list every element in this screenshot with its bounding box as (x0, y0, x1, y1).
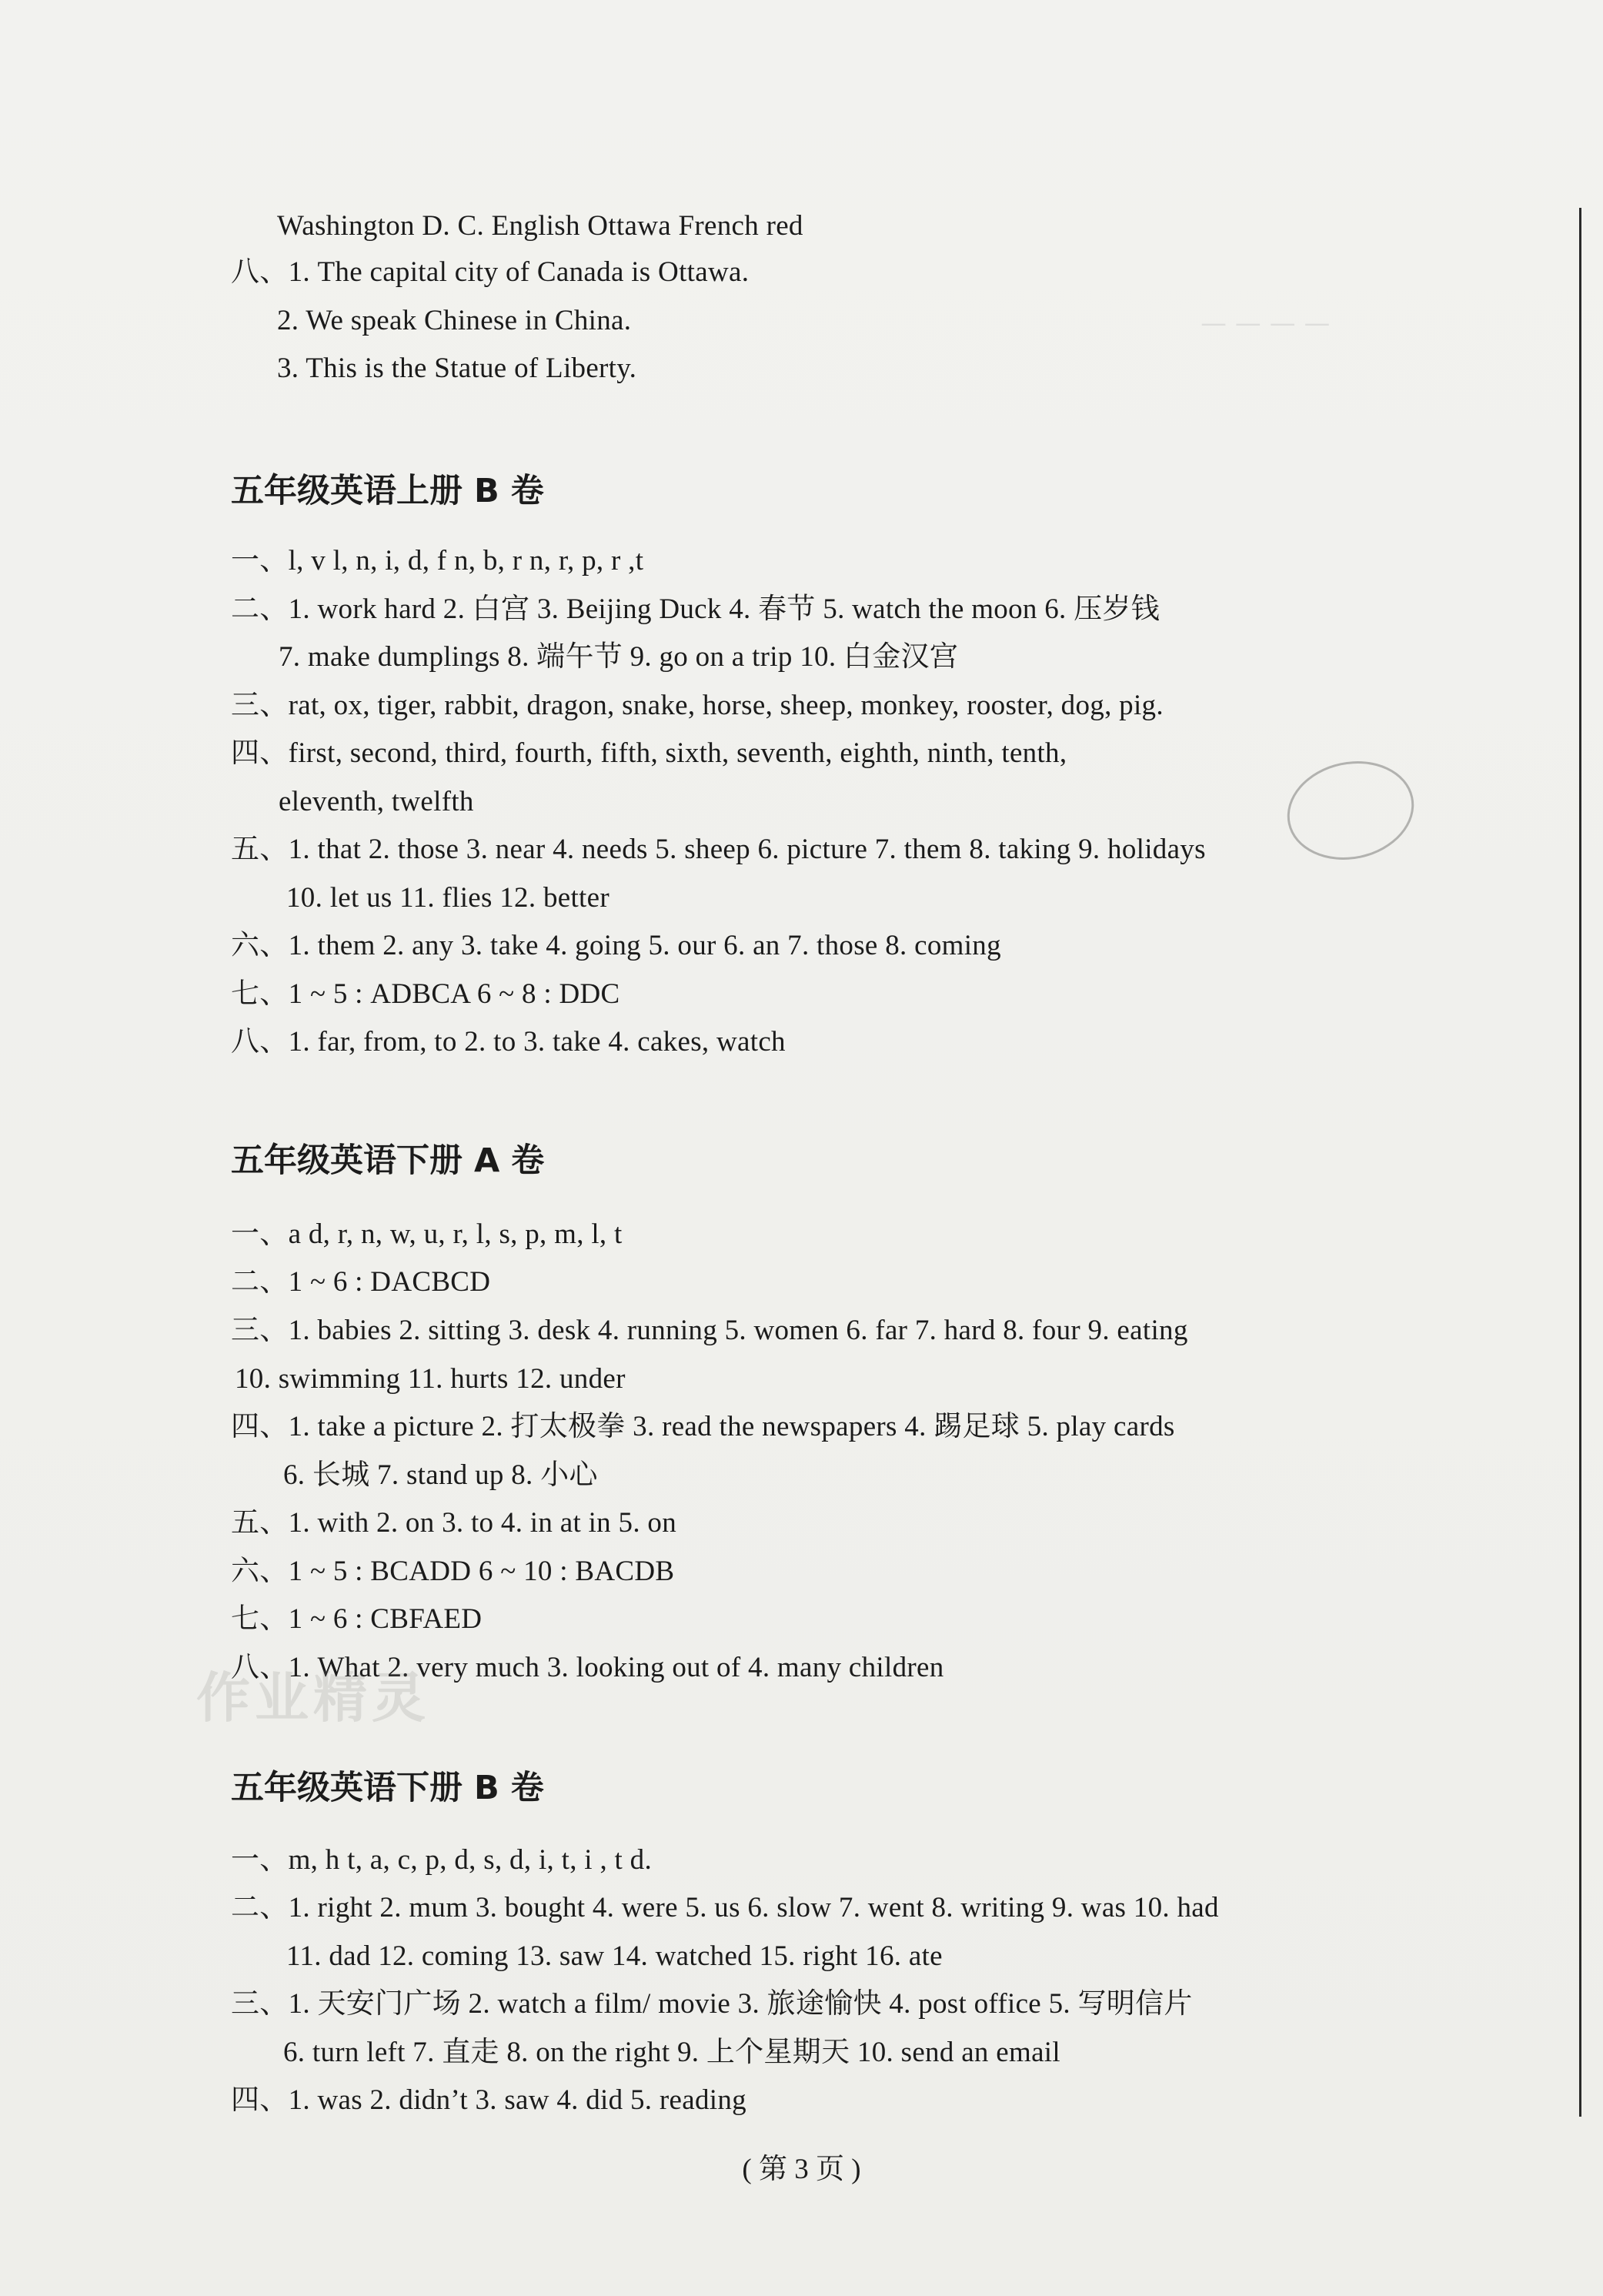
watermark: 作业精灵 (196, 1666, 430, 1730)
answer-line: 三、1. babies 2. sitting 3. desk 4. running 5. women 6. far 7. hard 8. four 9. eating (231, 1315, 1188, 1346)
answer-line: 六、1. them 2. any 3. take 4. going 5. our 6. an 7. those 8. coming (231, 930, 1001, 961)
page-number: ( 第 3 页 ) (742, 2154, 861, 2185)
answer-line: 三、1. 天安门广场 2. watch a film/ movie 3. 旅途愉快 4. post office 5. 写明信片 (231, 1988, 1193, 2020)
answer-line: 一、l, v l, n, i, d, f n, b, r n, r, p, r ,t (231, 545, 644, 577)
stamp (1278, 750, 1424, 871)
answer-line: 七、1 ~ 5 : ADBCA 6 ~ 8 : DDC (231, 978, 620, 1010)
answer-line: 八、1. The capital city of Canada is Ottawa. (231, 256, 750, 288)
answer-line: 一、m, h t, a, c, p, d, s, d, i, t, i , t d. (231, 1844, 653, 1876)
answer-line: eleventh, twelfth (279, 786, 474, 817)
answer-line: 6. turn left 7. 直走 8. on the right 9. 上个星期天 10. send an email (283, 2037, 1060, 2068)
answer-line: 四、1. take a picture 2. 打太极拳 3. read the newspapers 4. 踢足球 5. play cards (231, 1411, 1175, 1442)
section-title: 五年级英语下册 A 卷 (231, 1141, 545, 1180)
right-margin-rule (1579, 208, 1581, 2117)
answer-line: 四、first, second, third, fourth, fifth, sixth, seventh, eighth, ninth, tenth, (231, 737, 1067, 769)
answer-line: 七、1 ~ 6 : CBFAED (231, 1603, 483, 1635)
answer-line: 八、1. far, from, to 2. to 3. take 4. cakes, watch (231, 1026, 786, 1058)
answer-line: 6. 长城 7. stand up 8. 小心 (283, 1459, 598, 1491)
answer-line: 五、1. that 2. those 3. near 4. needs 5. sheep 6. picture 7. them 8. taking 9. holidays (231, 834, 1206, 865)
word-bank-line: Washington D. C. English Ottawa French red (277, 210, 803, 242)
answer-line: 八、1. What 2. very much 3. looking out of 4. many children (231, 1652, 944, 1683)
answer-line: 3. This is the Statue of Liberty. (277, 353, 637, 384)
answer-line: 11. dad 12. coming 13. saw 14. watched 15. right 16. ate (286, 1940, 943, 1972)
answer-line: 二、1 ~ 6 : DACBCD (231, 1266, 491, 1298)
answer-line: 六、1 ~ 5 : BCADD 6 ~ 10 : BACDB (231, 1556, 675, 1587)
bleed-through-text: — — — — (1201, 308, 1331, 339)
answer-line: 五、1. with 2. on 3. to 4. in at in 5. on (231, 1507, 677, 1539)
section-title: 五年级英语下册 B 卷 (231, 1769, 544, 1807)
section-title: 五年级英语上册 B 卷 (231, 472, 544, 510)
answer-line: 一、a d, r, n, w, u, r, l, s, p, m, l, t (231, 1218, 623, 1250)
answer-line: 7. make dumplings 8. 端午节 9. go on a trip 10. 白金汉宫 (279, 641, 959, 673)
answer-line: 四、1. was 2. didn’t 3. saw 4. did 5. reading (231, 2084, 746, 2116)
answer-line: 10. swimming 11. hurts 12. under (235, 1363, 626, 1395)
answer-line: 2. We speak Chinese in China. (277, 305, 632, 336)
answer-line: 10. let us 11. flies 12. better (286, 882, 609, 914)
answer-line: 二、1. work hard 2. 白宫 3. Beijing Duck 4. 春节 5. watch the moon 6. 压岁钱 (231, 593, 1161, 625)
answer-line: 三、rat, ox, tiger, rabbit, dragon, snake, horse, sheep, monkey, rooster, dog, pig. (231, 690, 1164, 721)
answer-line: 二、1. right 2. mum 3. bought 4. were 5. us 6. slow 7. went 8. writing 9. was 10. had (231, 1892, 1219, 1923)
